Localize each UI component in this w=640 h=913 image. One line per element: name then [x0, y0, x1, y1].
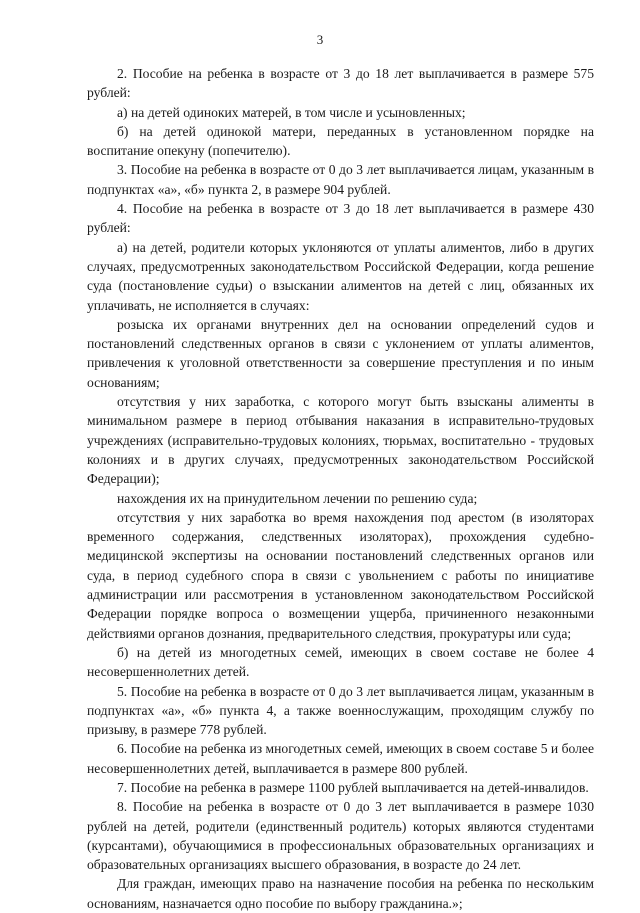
paragraph-4a-no-earnings-arrest: отсутствия у них заработка во время нахождения под арестом (в изоляторах временного содержания, следственных изоляторах), прохождения судебно-медицинской экспертизы на основании постановлений следственных органов или суда, в период судебного спора в связи с увольнением с работы по инициативе администрации или рассмотрения в установленном законодательством Российской Федерации порядке вопроса о возмещении ущерба, причиненного незаконными действиями органов дознания, предварительного следствия, прокуратуры или суда;	[87, 509, 594, 641]
document-body	[87, 64, 594, 913]
paragraph-4a-no-earnings-prison: отсутствия у них заработка, с которого могут быть взысканы алименты в минимальном размере в период отбывания наказания в исправительно-трудовых учреждениях (исправительно-трудовых колониях, тюрьмах, воспитательно - трудовых колониях и в других случаях, предусмотренных законодательством Российской Федерации);	[87, 394, 594, 487]
paragraph-3: 3. Пособие на ребенка в возрасте от 0 до 3 лет выплачивается лицам, указанным в подпунктах «а», «б» пункта 2, в размере 904 рублей.	[87, 162, 594, 197]
paragraph-4a-compulsory-treatment: нахождения их на принудительном лечении по решению суда;	[117, 490, 478, 506]
paragraph-6: 6. Пособие на ребенка из многодетных семей, имеющих в своем составе 5 и более несовершеннолетних детей, выплачивается в размере 800 рублей.	[87, 741, 594, 776]
paragraph-5: 5. Пособие на ребенка в возрасте от 0 до 3 лет выплачивается лицам, указанным в подпунктах «а», «б» пункта 4, а также военнослужащим, проходящим службу по призыву, в размере 778 рублей.	[87, 683, 594, 738]
paragraph-2b: б) на детей одинокой матери, переданных в установленном порядке на воспитание опекуну (попечителю).	[87, 123, 594, 159]
paragraph-4a: а) на детей, родители которых уклоняются от уплаты алиментов, либо в других случаях, предусмотренных законодательством Российской Федерации, когда решение суда (постановление судьи) о взыскании алиментов на детей с лиц, обязанных их уплачивать, не исполняется в случаях:	[87, 239, 594, 313]
paragraph-2: 2. Пособие на ребенка в возрасте от 3 до 18 лет выплачивается в размере 575 рублей:	[87, 66, 594, 101]
paragraph-2a: а) на детей одиноких матерей, в том числе и усыновленных;	[117, 104, 466, 120]
paragraph-4a-search: розыска их органами внутренних дел на основании определений судов и постановлений следственных органов в связи с уклонением от уплаты алиментов, привлечения к уголовной ответственности за совершение преступления и по иным основаниям;	[87, 316, 594, 390]
paragraph-7: 7. Пособие на ребенка в размере 1100 рублей выплачивается на детей-инвалидов.	[117, 779, 589, 795]
paragraph-closing: Для граждан, имеющих право на назначение пособия на ребенка по нескольким основаниям, назначается одно пособие по выбору гражданина.»;	[87, 876, 594, 911]
paragraph-4: 4. Пособие на ребенка в возрасте от 3 до 18 лет выплачивается в размере 430 рублей:	[87, 201, 594, 236]
page-number: 3	[316, 32, 324, 47]
paragraph-8: 8. Пособие на ребенка в возрасте от 0 до 3 лет выплачивается в размере 1030 рублей на детей, родители (единственный родитель) которых являются студентами (курсантами), обучающимися в профессиональных образовательных организациях и образовательных организациях высшего образования, в возрасте до 24 лет.	[87, 799, 594, 873]
paragraph-4b: б) на детей из многодетных семей, имеющих в своем составе не более 4 несовершеннолетних детей.	[87, 644, 594, 680]
